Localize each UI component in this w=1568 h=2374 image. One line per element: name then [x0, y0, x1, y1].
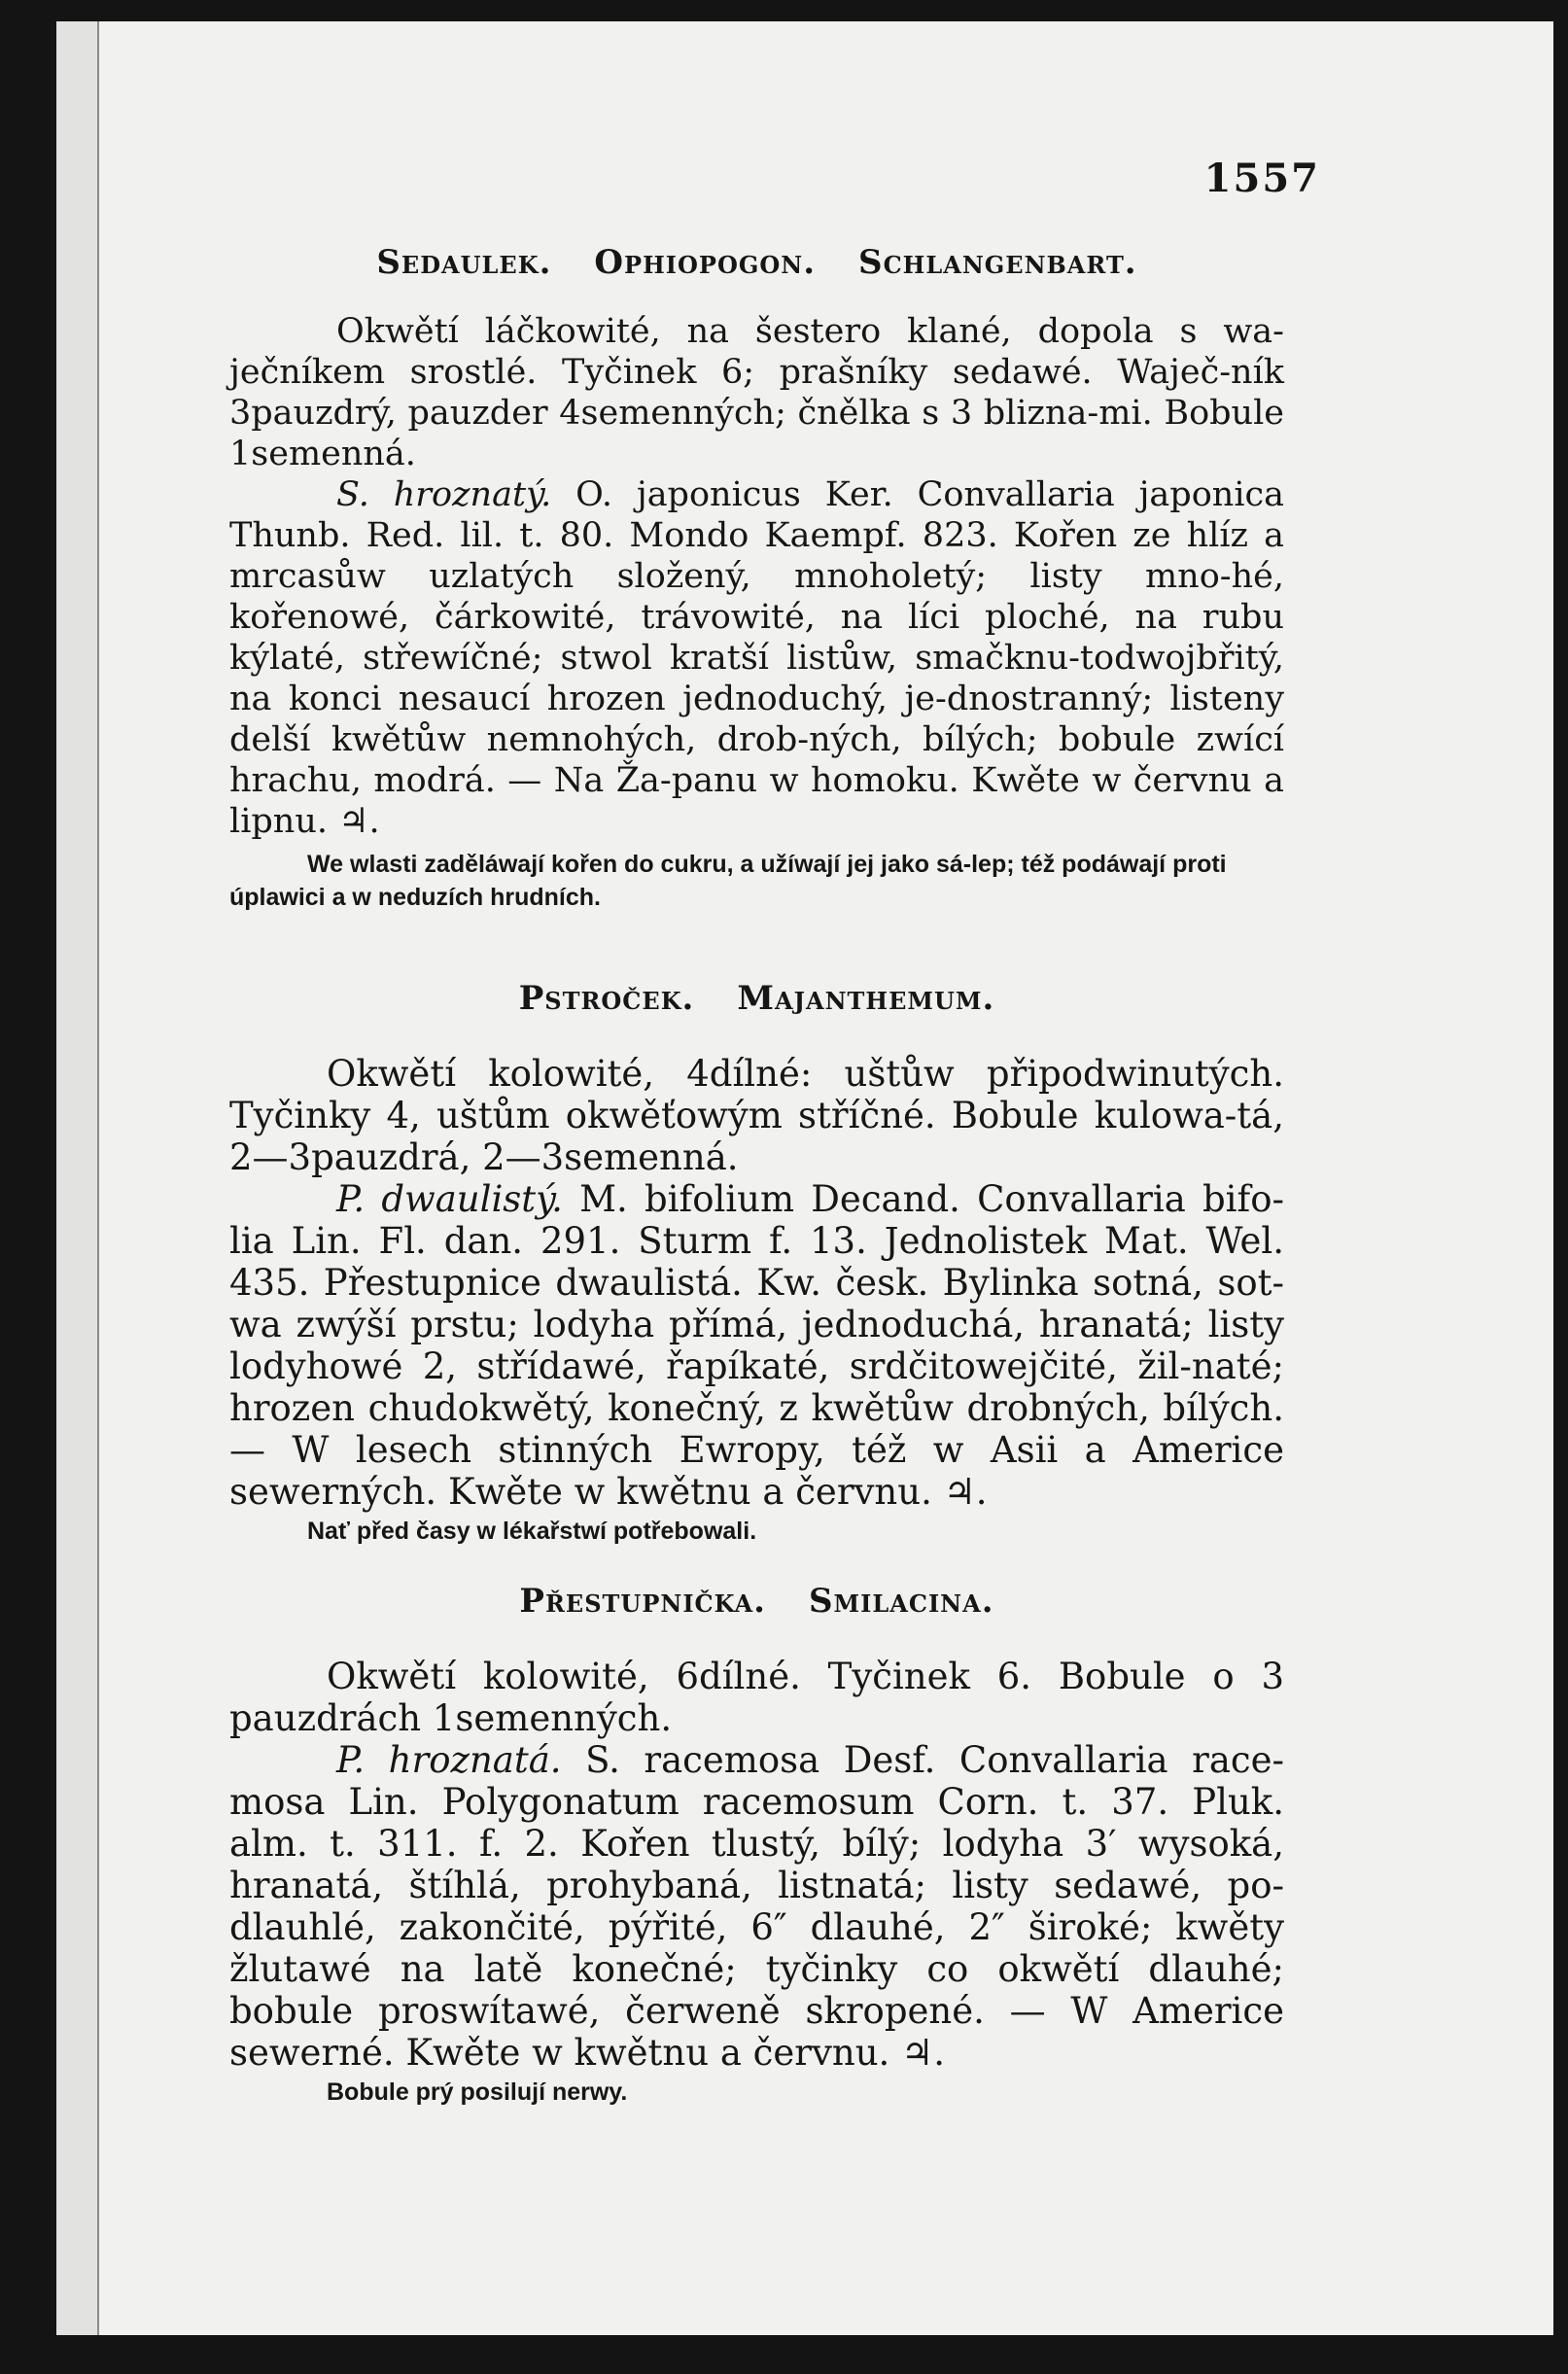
species-text: O. japonicus Ker. Convallaria japonica Thunb. Red. lil. t. 80. Mondo Kaempf. 823. Kořen ze hlíz a mrcasůw uzlatých složený, mnoholetý; listy mno-hé, kořenowé, čárkowité, trávowité, na líci ploché, na rubu kýlaté, střewíčné; stwol kratší listůw, smačknu-todwojbřitý, na konci nesaucí hrozen jednoduchý, je-dnostranný; listeny delší kwětůw nemnohých, drob-ných, bílých; bobule zwící hrachu, modrá. — Na Ža-panu w homoku. Kwěte w červnu a lipnu. ♃. — [229, 475, 1284, 841]
section-pstrocek — [229, 979, 1284, 1548]
book-page — [56, 21, 1553, 2335]
species-text: S. racemosa Desf. Convallaria race-mosa Lin. Polygonatum racemosum Corn. t. 37. Pluk. alm. t. 311. f. 2. Kořen tlustý, bílý; lodyha 3′ wysoká, hranatá, štíhlá, prohybaná, listnatá; listy sedawé, po-dlauhlé, zakončité, pýřité, 6″ dlauhé, 2″ široké; kwěty žlutawé na latě konečné; tyčinky co okwětí dlauhé; bobule proswítawé, čerweně skropené. — W Americe sewerné. Kwěte w kwětnu a červnu. ♃. — [229, 1739, 1284, 2074]
usage-note: We wlasti zaděláwají kořen do cukru, a užíwají jej jako sá-lep; též podáwají proti úplawici a w neduzích hrudních. — [229, 851, 1227, 911]
species-entry — [229, 1739, 1284, 2074]
section-heading: Přestupnička. Smilacina. — [519, 1582, 994, 1621]
page-gutter — [56, 21, 99, 2335]
genus-description: Okwětí kolowité, 6dílné. Tyčinek 6. Bobule o 3 pauzdrách 1semenných. — [229, 1656, 1284, 1739]
species-text: M. bifolium Decand. Convallaria bifo-lia Lin. Fl. dan. 291. Sturm f. 13. Jednolistek Mat. Wel. 435. Přestupnice dwaulistá. Kw. česk. Bylinka sotná, sot-wa zwýší prstu; lodyha přímá, jednoduchá, hranatá; listy lodyhowé 2, střídawé, řapíkaté, srdčitowejčité, žil-naté; hrozen chudokwětý, konečný, z kwětůw drobných, bílých. — W lesech stinných Ewropy, též w Asii a Americe sewerných. Kwěte w kwětnu a červnu. ♃. — [229, 1178, 1284, 1513]
section-heading: Pstroček. Majanthemum. — [518, 979, 995, 1018]
genus-description: Okwětí láčkowité, na šestero klané, dopola s wa-ječníkem srostlé. Tyčinek 6; prašníky sedawé. Waječ-ník 3pauzdrý, pauzder 4semenných; čnělka s 3 blizna-mi. Bobule 1semenná. — [229, 312, 1284, 473]
section-prestupnicka — [229, 1582, 1284, 2109]
usage-note: Bobule prý posilují nerwy. — [327, 2078, 628, 2106]
species-name: P. hroznatá. — [336, 1739, 562, 1781]
species-entry — [229, 1178, 1284, 1513]
page-number: 1557 — [1203, 156, 1320, 201]
section-sedaulek — [229, 243, 1284, 914]
species-name: S. hroznatý. — [336, 475, 552, 514]
species-entry — [229, 474, 1284, 842]
species-name: P. dwaulistý. — [336, 1178, 563, 1220]
genus-description: Okwětí kolowité, 4dílné: uštůw připodwinutých. Tyčinky 4, uštům okwěťowým stříčné. Bobule kulowa-tá, 2—3pauzdrá, 2—3semenná. — [229, 1053, 1284, 1178]
usage-note: Nať před časy w lékařstwí potřebowali. — [307, 1518, 757, 1545]
section-heading: Sedaulek. Ophiopogon. Schlangenbart. — [376, 243, 1137, 282]
